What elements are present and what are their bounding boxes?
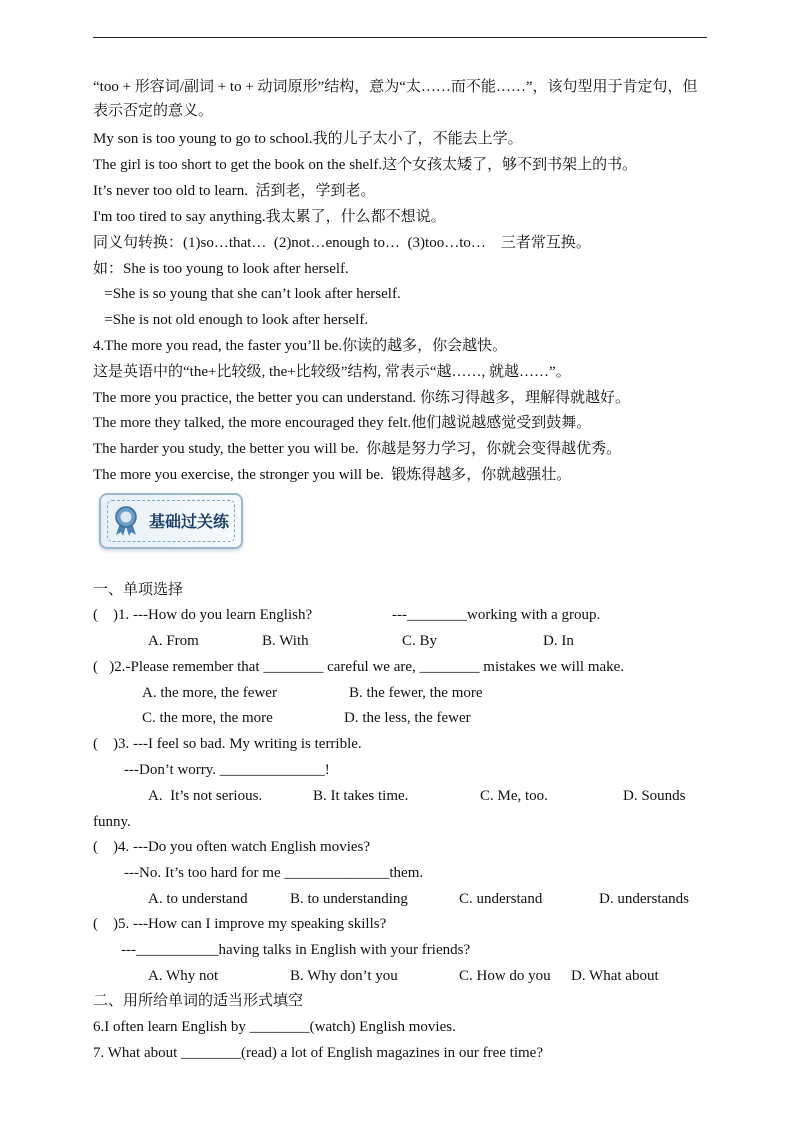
example-sentence: The harder you study, the better you will be. 你越是努力学习，你就会变得越优秀。 (93, 441, 622, 457)
option-d[interactable]: D. What about (571, 968, 659, 984)
example-sentence: =She is so young that she can’t look after herself. (93, 286, 401, 302)
example-sentence: The more you practice, the better you can understand. 你练习得越多，理解得就越好。 (93, 390, 630, 406)
question-5-reply: ---___________having talks in English with your friends? (121, 942, 471, 958)
synonym-note: 同义句转换：(1)so…that… (2)not…enough to… (3)too…to… 三者常互换。 (93, 235, 591, 251)
section-heading: 二、用所给单词的适当形式填空 (93, 993, 304, 1009)
question-4-stem: ( )4. ---Do you often watch English movies? (93, 839, 371, 855)
option-a[interactable]: A. Why not (148, 968, 219, 984)
example-sentence: The more they talked, the more encouraged they felt.他们越说越感觉受到鼓舞。 (93, 415, 592, 431)
example-sentence: The more you exercise, the stronger you will be. 锻炼得越多，你就越强壮。 (93, 467, 572, 483)
example-sentence: My son is too young to go to school.我的儿子太小了，不能去上学。 (93, 131, 523, 147)
grammar-intro: “too + 形容词/副词 + to + 动词原形”结构，意为“太……而不能……”，该句型用于肯定句，但表示否定的意义。 (93, 79, 698, 119)
question-4-reply: ---No. It’s too hard for me ______________them. (124, 865, 424, 881)
example-sentence: 如：She is too young to look after herself. (93, 261, 349, 277)
grammar-description: 这是英语中的“the+比较级, the+比较级”结构, 常表示“越……, 就越……”。 (93, 364, 571, 380)
option-d[interactable]: D. Sounds (623, 788, 686, 804)
option-b[interactable]: B. With (262, 633, 309, 649)
option-a[interactable]: A. From (148, 633, 199, 649)
example-sentence: It’s never too old to learn. 活到老，学到老。 (93, 183, 376, 199)
question-1-reply: ---________working with a group. (392, 607, 601, 623)
question-3-stem: ( )3. ---I feel so bad. My writing is terrible. (93, 736, 362, 752)
question-5-stem: ( )5. ---How can I improve my speaking skills? (93, 916, 387, 932)
question-3-reply: ---Don’t worry. ______________! (124, 762, 330, 778)
example-sentence: I'm too tired to say anything.我太累了，什么都不想说。 (93, 209, 446, 225)
option-c[interactable]: C. How do you (459, 968, 551, 984)
header-rule (93, 37, 707, 38)
option-d[interactable]: D. In (543, 633, 574, 649)
grammar-point-4: 4.The more you read, the faster you’ll be.你读的越多，你会越快。 (93, 338, 508, 354)
question-7: 7. What about ________(read) a lot of English magazines in our free time? (93, 1045, 543, 1061)
option-c[interactable]: C. understand (459, 891, 543, 907)
question-1-stem: ( )1. ---How do you learn English? (93, 607, 313, 623)
option-b[interactable]: B. to understanding (290, 891, 408, 907)
question-6: 6.I often learn English by ________(watch) English movies. (93, 1019, 456, 1035)
example-sentence: The girl is too short to get the book on the shelf.这个女孩太矮了，够不到书架上的书。 (93, 157, 638, 173)
option-b[interactable]: B. Why don’t you (290, 968, 398, 984)
banner-title: 基础过关练 (149, 512, 230, 531)
option-a[interactable]: A. to understand (148, 891, 248, 907)
section-banner (99, 493, 243, 549)
option-d[interactable]: D. understands (599, 891, 689, 907)
option-c[interactable]: C. Me, too. (480, 788, 548, 804)
option-a[interactable]: A. the more, the fewer (142, 685, 277, 701)
medal-icon (112, 505, 140, 537)
option-c[interactable]: C. the more, the more (142, 710, 273, 726)
option-b[interactable]: B. It takes time. (313, 788, 409, 804)
section-heading: 一、单项选择 (93, 582, 184, 598)
option-d[interactable]: D. the less, the fewer (344, 710, 471, 726)
option-b[interactable]: B. the fewer, the more (349, 685, 483, 701)
question-2-stem: ( )2.-Please remember that ________ careful we are, ________ mistakes we will make. (93, 659, 625, 675)
option-a[interactable]: A. It’s not serious. (148, 788, 263, 804)
example-sentence: =She is not old enough to look after herself. (93, 312, 369, 328)
option-d-continuation: funny. (93, 814, 131, 830)
option-c[interactable]: C. By (402, 633, 438, 649)
